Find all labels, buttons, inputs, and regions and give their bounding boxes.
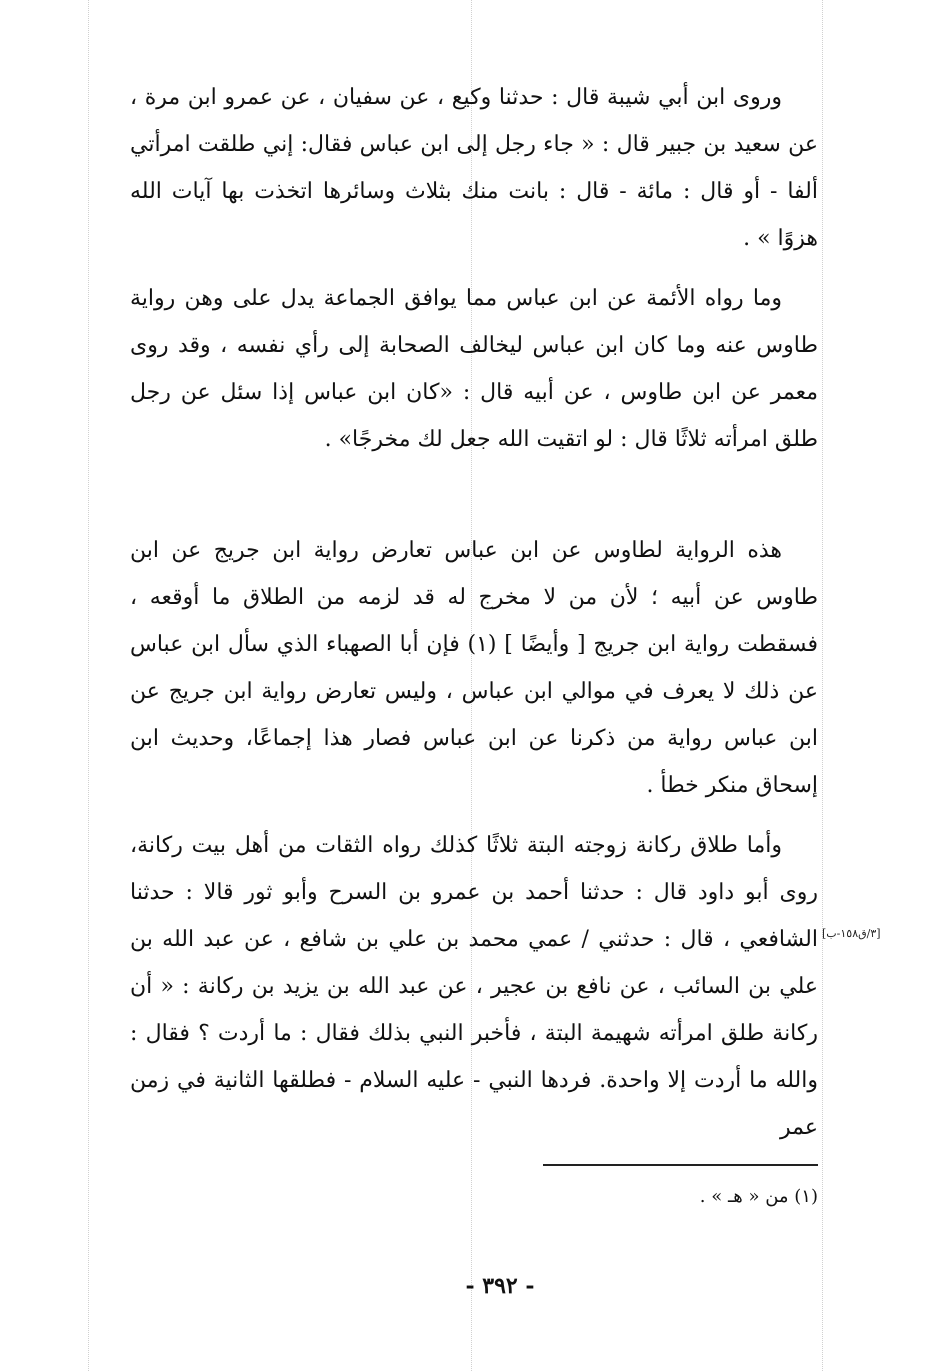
fold-guide-right [822, 0, 823, 1371]
paragraph-1: وروى ابن أبي شيبة قال : حدثنا وكيع ، عن سفيان ، عن عمرو ابن مرة ، عن سعيد بن جبير قال : « جاء رجل إلى ابن عباس فقال: إني طلقت امرأتي ألفا - أو قال : مائة - قال : بانت منك بثلاث وسائرها اتخذت بها آيات الله هزوًا » . [130, 85, 818, 251]
fold-guide-left [88, 0, 89, 1371]
manuscript-margin-reference: [٣/ق١٥٨-ب] [822, 927, 881, 940]
body-text-block [130, 527, 818, 809]
paragraph-2: وما رواه الأئمة عن ابن عباس مما يوافق الجماعة يدل على وهن رواية طاوس عنه وما كان ابن عباس ليخالف الصحابة إلى رأي نفسه ، وقد روى معمر عن ابن طاوس ، عن أبيه قال : «كان ابن عباس إذا سئل عن رجل طلق امرأته ثلاثًا قال : لو اتقيت الله جعل لك مخرجًا» . [130, 286, 818, 452]
body-text-block [130, 74, 818, 262]
paragraph-3: هذه الرواية لطاوس عن ابن عباس تعارض رواية ابن جريج عن ابن طاوس عن أبيه ؛ لأن من لا مخرج له قد لزمه من الطلاق ما أوقعه ، فسقطت رواية ابن جريج [ وأيضًا ] (١) فإن أبا الصهباء الذي سأل ابن عباس عن ذلك لا يعرف في موالي ابن عباس ، وليس تعارض رواية ابن جريج عن ابن عباس رواية من ذكرنا عن ابن عباس فصار هذا إجماعًا، وحديث ابن إسحاق منكر خطأ . [130, 538, 818, 798]
footnote: (١) من « هـ » . [699, 1186, 818, 1207]
body-text-block [130, 275, 818, 463]
page-number: - ٣٩٢ - [465, 1273, 535, 1299]
body-text-block [130, 822, 818, 1151]
paragraph-4: وأما طلاق ركانة زوجته البتة ثلاثًا كذلك رواه الثقات من أهل بيت ركانة، روى أبو داود قال : حدثنا أحمد بن عمرو بن السرح وأبو ثور قالا : حدثنا الشافعي ، قال : حدثني / عمي محمد بن علي بن شافع ، عن عبد الله بن علي بن السائب ، عن نافع بن عجير ، عن عبد الله بن يزيد بن ركانة : « أن ركانة طلق امرأته شهيمة البتة ، فأخبر النبي بذلك فقال : ما أردت ؟ فقال : والله ما أردت إلا واحدة. فردها النبي - عليه السلام - فطلقها الثانية في زمن عمر [130, 833, 818, 1140]
footnote-separator [543, 1164, 818, 1166]
